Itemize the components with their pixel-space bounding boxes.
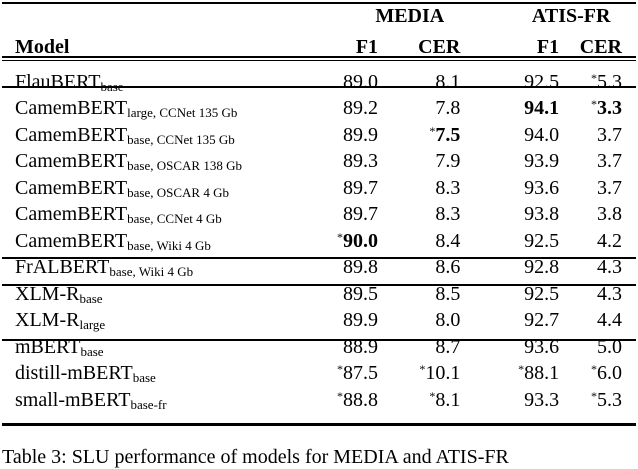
model-subscript: base, OSCAR 138 Gb [127,158,242,174]
value: 93.6 [524,335,560,358]
table-row [2,255,636,282]
value: 93.6 [524,176,560,199]
value: 89.7 [343,203,379,226]
table-row [2,175,636,202]
value-cell [559,387,636,414]
model-base: FrALBERT [15,256,110,279]
model-name [2,175,309,202]
value: 8.0 [435,309,461,332]
model-base: XLM-R [15,282,80,305]
value: 4.2 [597,229,622,252]
value-cell [559,61,636,96]
value: 5.0 [597,335,622,358]
model-name [2,308,309,335]
value-cell [559,202,636,229]
value-cell [309,228,378,255]
model-name [2,361,309,388]
value-cell [378,228,460,255]
value: 88.1 [524,362,560,385]
model-name [2,228,309,255]
value: 8.4 [435,229,461,252]
model-name [2,255,309,282]
model-header: Model [15,36,70,58]
value-cell [559,175,636,202]
model-base: CamemBERT [15,203,128,226]
value-cell [309,334,378,361]
value-cell [378,308,460,335]
model-base: CamemBERT [15,176,128,199]
value-cell [309,149,378,176]
value: 89.5 [343,282,379,305]
col-header-atis-f1: F1 [536,36,560,58]
bottom-rule [2,423,636,426]
significance-marker: * [591,70,597,85]
value: 92.8 [524,256,560,279]
value: 89.9 [343,309,379,332]
table-caption: Table 3: SLU performance of models for MEDIA and ATIS-FR [2,446,509,468]
value: 89.0 [343,70,379,93]
significance-marker: * [337,388,344,403]
table-row [2,228,636,255]
model-subscript: base, OSCAR 4 Gb [127,184,229,200]
significance-marker: * [337,362,344,377]
value-cell [559,281,636,308]
value: 94.0 [524,123,560,146]
model-subscript: base [79,290,103,306]
model-base: CamemBERT [15,123,128,146]
table-row [2,122,636,149]
value: 89.8 [343,256,379,279]
value: 8.1 [435,388,461,411]
value: 3.3 [597,97,622,120]
value: 7.8 [435,97,461,120]
model-name [2,387,309,414]
model-subscript: base [80,343,104,359]
value: 89.2 [343,97,379,120]
value: 3.7 [597,123,622,146]
value: 93.3 [524,388,560,411]
significance-marker: * [591,362,597,377]
value-cell [460,334,559,361]
value: 93.8 [524,203,560,226]
value-cell [378,255,460,282]
table-row [2,202,636,229]
significance-marker: * [518,362,525,377]
col-header-media-f1: F1 [355,36,379,58]
value-cell [309,175,378,202]
value-cell [309,255,378,282]
value-cell [559,122,636,149]
value: 89.9 [343,123,379,146]
value-cell [460,96,559,123]
table-row [2,96,636,123]
value: 92.5 [524,282,560,305]
value-cell [378,334,460,361]
value: 94.1 [524,97,560,120]
model-subscript: base [132,370,156,386]
value-cell [309,96,378,123]
value-cell [460,281,559,308]
table-row [2,281,636,308]
value-cell [378,149,460,176]
model-name [2,61,309,96]
significance-marker: * [429,388,436,403]
col-header-atis-cer: CER [579,36,622,58]
value: 89.7 [343,176,379,199]
value-cell [378,122,460,149]
value-cell [559,228,636,255]
value-cell [309,281,378,308]
group-header-media: MEDIA [375,5,445,27]
value: 89.3 [343,150,379,173]
significance-marker: * [591,97,597,112]
model-name [2,281,309,308]
value-cell [460,361,559,388]
value-cell [378,61,460,96]
value-cell [378,202,460,229]
value: 8.1 [435,70,461,93]
model-name [2,96,309,123]
table-row [2,308,636,335]
value-cell [559,361,636,388]
value: 8.6 [435,256,461,279]
value-cell [309,122,378,149]
value-cell [460,122,559,149]
model-name [2,202,309,229]
model-subscript: base, CCNet 4 Gb [127,211,222,227]
value-cell [460,149,559,176]
table-row [2,149,636,176]
value-cell [378,361,460,388]
value: 5.3 [597,388,622,411]
value: 90.0 [343,229,379,252]
table-row [2,387,636,414]
value: 3.8 [597,203,622,226]
table-row [2,334,636,361]
value: 6.0 [597,362,622,385]
significance-marker: * [429,123,436,138]
group-header-atis: ATIS-FR [531,5,611,27]
model-subscript: large [79,317,106,333]
model-base: CamemBERT [15,150,128,173]
value-cell [378,387,460,414]
model-name [2,149,309,176]
model-base: FlauBERT [15,70,101,93]
value: 93.9 [524,150,560,173]
model-base: XLM-R [15,309,80,332]
results-table [2,4,636,414]
value: 10.1 [425,362,461,385]
value-cell [378,175,460,202]
value-cell [378,281,460,308]
value: 92.5 [524,229,560,252]
value: 7.9 [435,150,461,173]
value: 8.7 [435,335,461,358]
value-cell [460,228,559,255]
value: 4.4 [597,309,622,332]
model-base: distill-mBERT [15,362,133,385]
value: 8.5 [435,282,461,305]
value-cell [559,149,636,176]
value: 3.7 [597,176,622,199]
significance-marker: * [337,229,344,244]
col-header-media-cer: CER [418,36,461,58]
value-cell [309,387,378,414]
value: 3.7 [597,150,622,173]
value-cell [309,61,378,96]
value-cell [559,96,636,123]
value: 4.3 [597,282,622,305]
model-base: CamemBERT [15,229,128,252]
value-cell [559,308,636,335]
value: 92.5 [524,70,560,93]
value: 88.9 [343,335,379,358]
model-subscript: base, Wiki 4 Gb [109,264,194,280]
model-base: small-mBERT [15,388,131,411]
value: 8.3 [435,176,461,199]
model-name [2,122,309,149]
value: 4.3 [597,256,622,279]
model-subscript: base [100,78,124,94]
table-row [2,61,636,96]
value-cell [460,202,559,229]
table-row [2,361,636,388]
model-subscript: base, CCNet 135 Gb [127,131,235,147]
model-subscript: large, CCNet 135 Gb [127,105,238,121]
model-base: CamemBERT [15,97,128,120]
model-name [2,334,309,361]
significance-marker: * [591,388,597,403]
value: 5.3 [597,70,622,93]
value: 92.7 [524,309,560,332]
value: 87.5 [343,362,379,385]
value-cell [460,308,559,335]
value-cell [309,308,378,335]
model-subscript: base, Wiki 4 Gb [127,237,211,253]
value-cell [559,334,636,361]
value-cell [309,202,378,229]
value: 8.3 [435,203,461,226]
value: 88.8 [343,388,379,411]
value-cell [309,361,378,388]
value-cell [460,255,559,282]
value-cell [460,387,559,414]
value-cell [378,96,460,123]
value-cell [559,255,636,282]
model-base: mBERT [15,335,81,358]
significance-marker: * [419,362,426,377]
value-cell [460,61,559,96]
model-subscript: base-fr [130,396,167,412]
value: 7.5 [435,123,461,146]
value-cell [460,175,559,202]
